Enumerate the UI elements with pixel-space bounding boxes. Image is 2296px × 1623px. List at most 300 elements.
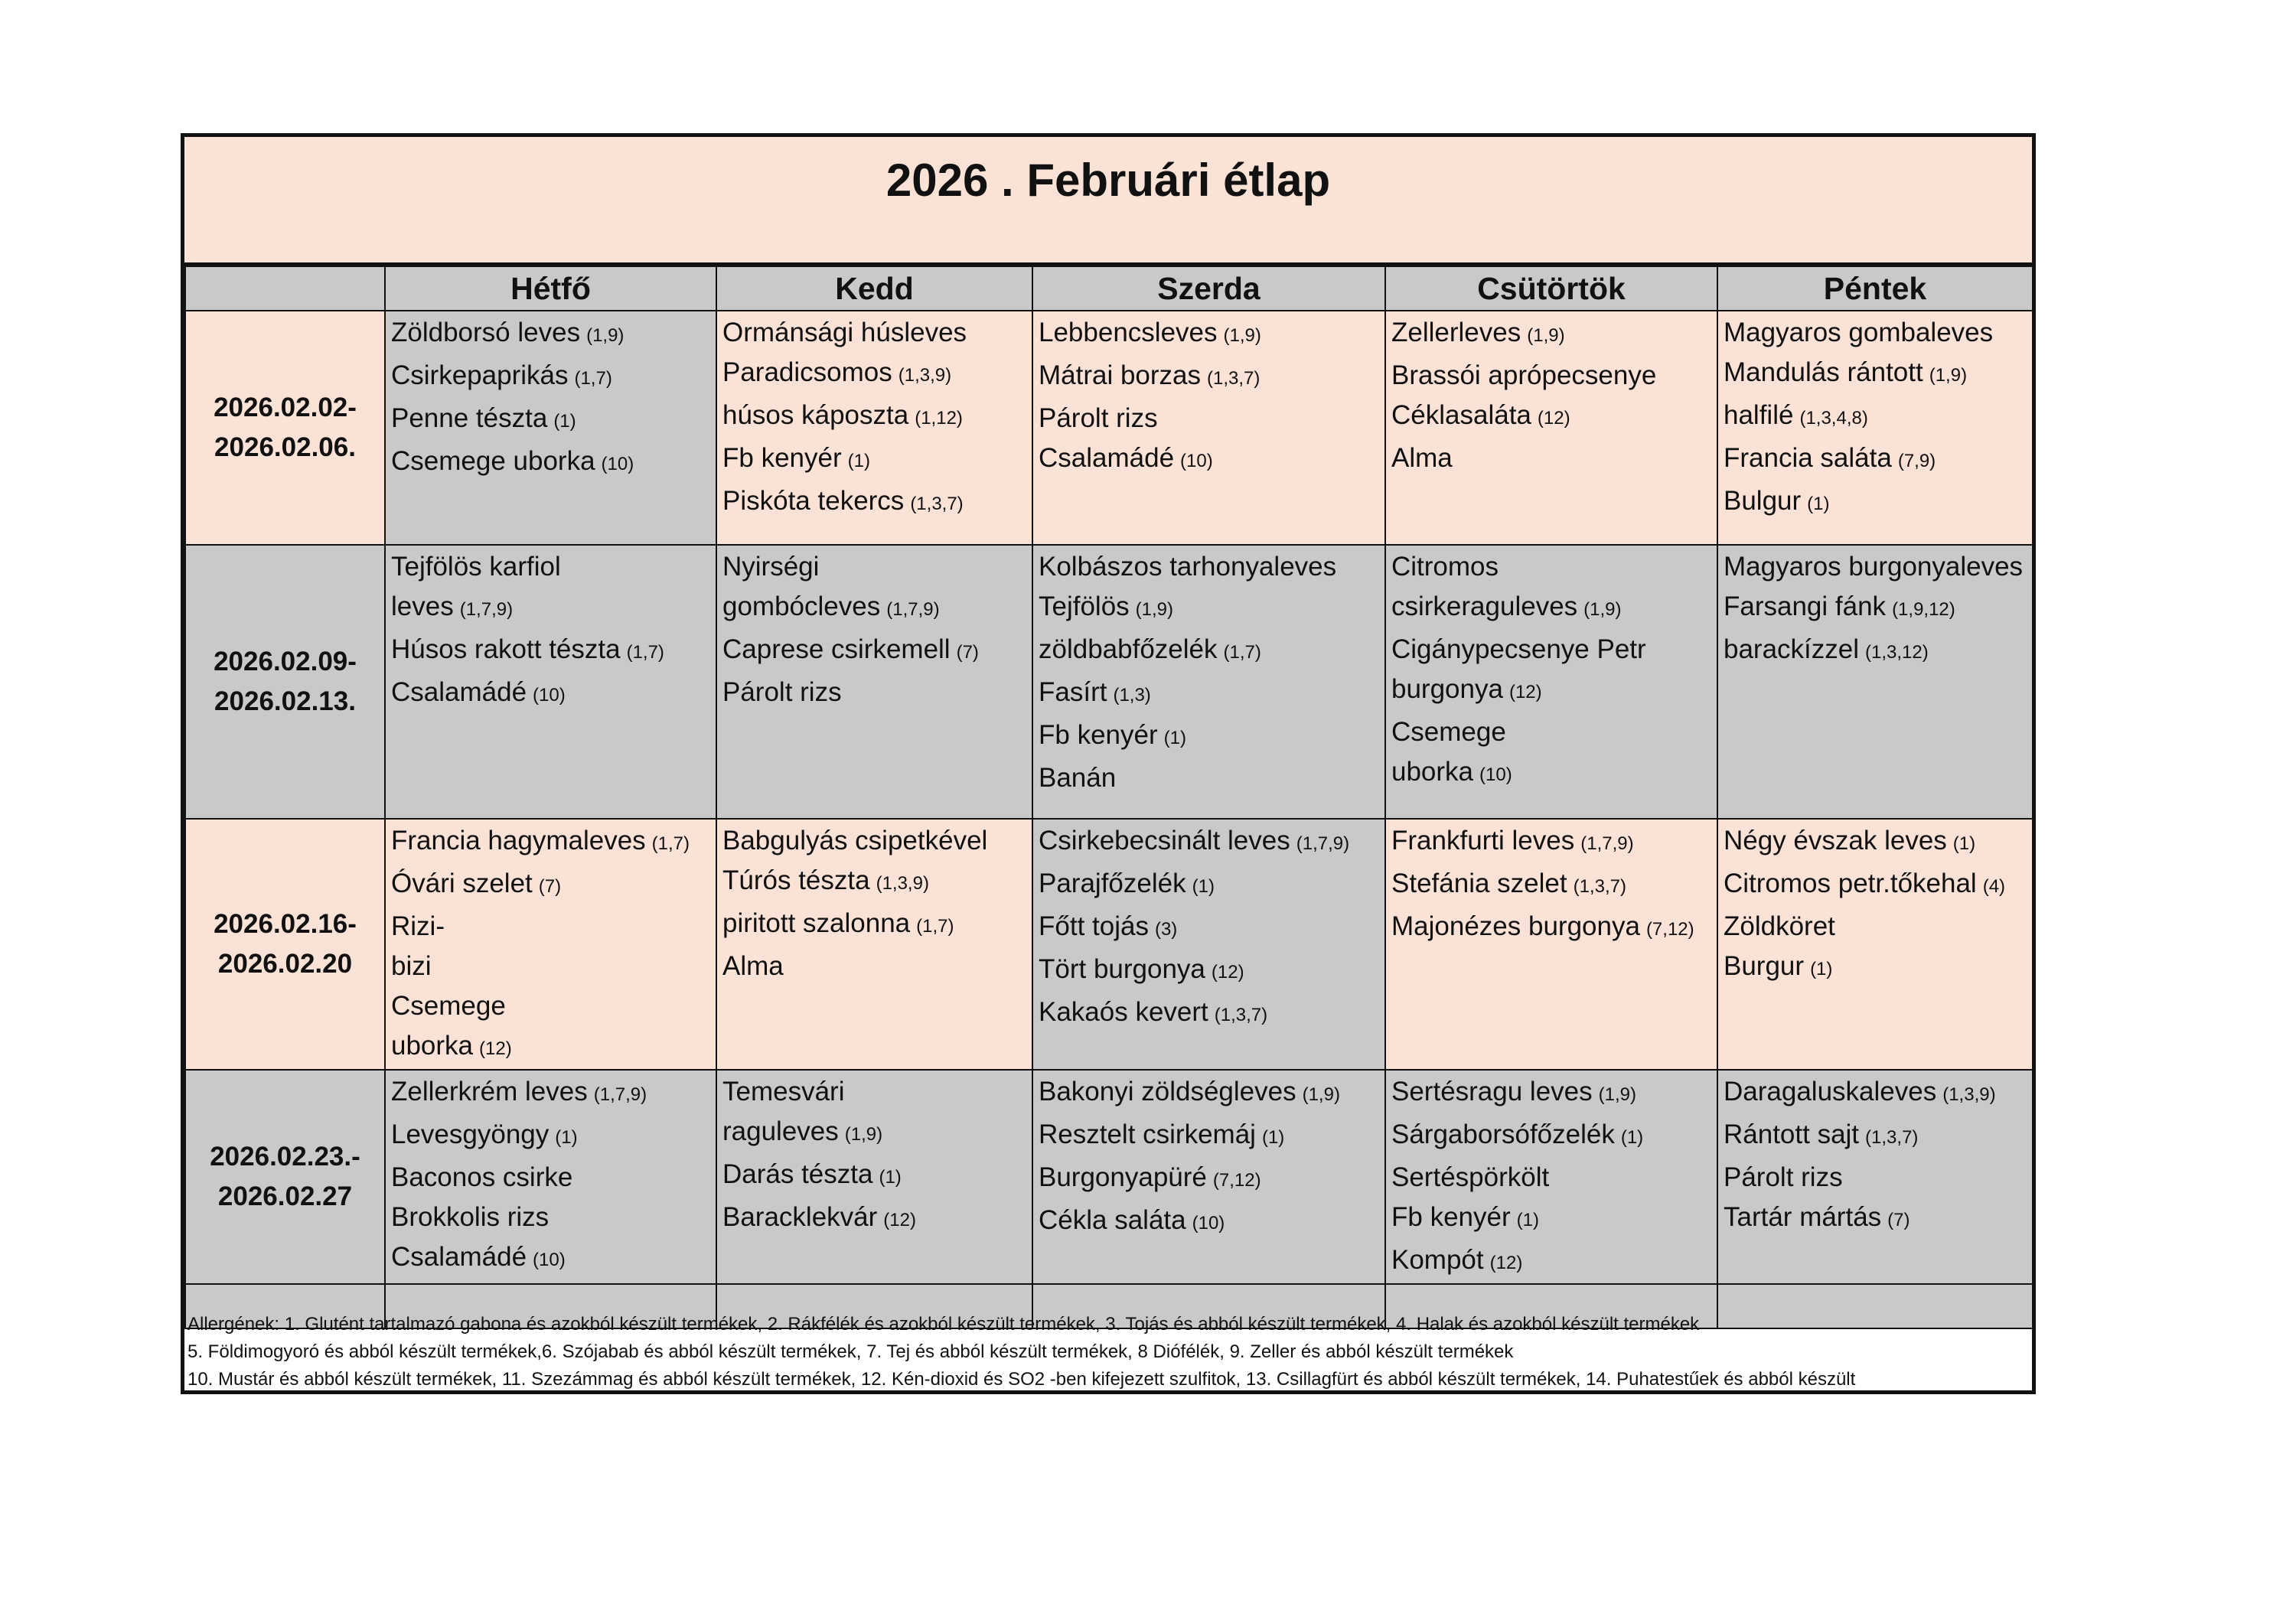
dish-item bbox=[1039, 673, 1380, 715]
header-day: Kedd bbox=[716, 266, 1032, 311]
allergen-codes: (7,12) bbox=[1212, 1170, 1261, 1191]
allergen-codes: (1) bbox=[1192, 876, 1215, 897]
dish-name: Burgur bbox=[1724, 951, 1805, 981]
menu-cell bbox=[716, 819, 1032, 1070]
allergen-codes: (7,12) bbox=[1645, 919, 1694, 940]
week-row bbox=[185, 1070, 2033, 1284]
dish-item bbox=[1724, 396, 2027, 438]
dish-name: Paradicsomos bbox=[722, 357, 892, 387]
allergen-codes: (1) bbox=[1807, 494, 1830, 514]
dish-name: Parajfőzelék bbox=[1039, 869, 1186, 898]
dish-item bbox=[1039, 438, 1380, 481]
dish-list bbox=[1718, 546, 2032, 673]
allergen-codes: (1) bbox=[555, 1127, 578, 1148]
dish-name: Burgonyapüré bbox=[1039, 1162, 1207, 1192]
dish-name: Francia saláta bbox=[1724, 443, 1892, 473]
allergen-codes: (1,7) bbox=[651, 833, 690, 854]
dish-list bbox=[1386, 1071, 1717, 1283]
dish-name: Csirkebecsinált leves bbox=[1039, 826, 1290, 855]
dish-item bbox=[722, 947, 1027, 986]
dish-name: Citromos petr.tőkehal bbox=[1724, 869, 1977, 898]
dish-item bbox=[1724, 947, 2027, 989]
dish-item bbox=[1039, 992, 1380, 1035]
menu-cell bbox=[1385, 1070, 1717, 1284]
dish-name: Francia hagymaleves bbox=[391, 826, 646, 855]
dish-item bbox=[1391, 752, 1712, 795]
dish-item bbox=[1039, 313, 1380, 356]
dish-item bbox=[1724, 438, 2027, 481]
dish-name: halfilé bbox=[1724, 400, 1794, 430]
dish-list bbox=[717, 311, 1032, 524]
dish-list bbox=[1386, 546, 1717, 795]
allergen-codes: (10) bbox=[1479, 764, 1512, 785]
allergen-codes: (1) bbox=[1516, 1210, 1539, 1230]
dish-name: húsos káposzta bbox=[722, 400, 909, 430]
dish-item bbox=[1724, 481, 2027, 524]
allergen-codes: (1,3,12) bbox=[1865, 642, 1929, 663]
dish-name: Fb kenyér bbox=[722, 443, 842, 473]
week-start: 2026.02.09- bbox=[214, 647, 357, 676]
dish-list bbox=[717, 820, 1032, 986]
dish-item bbox=[722, 313, 1027, 353]
dish-item bbox=[1039, 547, 1380, 587]
dish-name: zöldbabfőzelék bbox=[1039, 634, 1218, 664]
dish-name: Kolbászos tarhonyaleves bbox=[1039, 552, 1337, 582]
allergen-codes: (1,3,7) bbox=[910, 494, 964, 514]
dish-item bbox=[391, 587, 711, 630]
allergen-codes: (12) bbox=[883, 1210, 916, 1230]
dish-name: Levesgyöngy bbox=[391, 1119, 550, 1149]
dish-item bbox=[1391, 670, 1712, 712]
allergen-codes: (1,12) bbox=[915, 408, 963, 429]
dish-item bbox=[722, 630, 1027, 673]
header-day: Hétfő bbox=[385, 266, 716, 311]
dish-name: Magyaros gombaleves bbox=[1724, 318, 1994, 347]
dish-name: Darás tészta bbox=[722, 1159, 873, 1189]
allergen-codes: (10) bbox=[601, 454, 634, 474]
dish-list bbox=[1386, 311, 1717, 478]
dish-name: Zöldköret bbox=[1724, 911, 1835, 941]
dish-name: Caprese csirkemell bbox=[722, 634, 951, 664]
dish-item bbox=[1391, 587, 1712, 630]
allergen-codes: (1,9) bbox=[1223, 325, 1261, 346]
dish-item bbox=[1391, 1072, 1712, 1115]
dish-item bbox=[722, 673, 1027, 712]
dish-item bbox=[722, 904, 1027, 947]
allergen-codes: (1,7) bbox=[916, 916, 954, 937]
dish-item bbox=[1724, 353, 2027, 396]
dish-item bbox=[1724, 1115, 2027, 1158]
allergen-codes: (1) bbox=[1163, 728, 1186, 748]
dish-name: Nyirségi bbox=[722, 552, 820, 582]
allergen-codes: (1,9) bbox=[1527, 325, 1565, 346]
week-end: 2026.02.06. bbox=[214, 432, 356, 462]
allergen-codes: (7) bbox=[1887, 1210, 1910, 1230]
menu-cell bbox=[1385, 819, 1717, 1070]
allergen-codes: (10) bbox=[533, 1250, 566, 1270]
dish-name: Sertéspörkölt bbox=[1391, 1162, 1550, 1192]
dish-name: Tejfölös karfiol bbox=[391, 552, 561, 582]
dish-name: Sertésragu leves bbox=[1391, 1077, 1593, 1106]
dish-item bbox=[1391, 356, 1712, 396]
dish-item bbox=[391, 986, 711, 1026]
allergen-codes: (1,3,7) bbox=[1207, 368, 1261, 389]
dish-name: barackízzel bbox=[1724, 634, 1860, 664]
dish-name: uborka bbox=[1391, 757, 1474, 787]
allergen-codes: (7) bbox=[538, 876, 562, 897]
legend-line: Allergének: 1. Glutént tartalmazó gabona és azokból készült termékek, 2. Rákfélék és azokból készült termékek, 3. Tojás és abból készült termékek, 4. Halak és azokból készült termékek bbox=[188, 1314, 1700, 1335]
dish-name: Stefánia szelet bbox=[1391, 869, 1567, 898]
allergen-codes: (12) bbox=[1508, 682, 1542, 702]
allergen-codes: (12) bbox=[1537, 408, 1570, 429]
dish-item bbox=[1391, 438, 1712, 478]
dish-item bbox=[391, 356, 711, 399]
week-row bbox=[185, 819, 2033, 1070]
dish-name: Cigánypecsenye Petr bbox=[1391, 634, 1646, 664]
dish-item bbox=[1724, 821, 2027, 864]
dish-item bbox=[1391, 907, 1712, 950]
dish-name: Penne tészta bbox=[391, 403, 548, 433]
dish-name: Frankfurti leves bbox=[1391, 826, 1575, 855]
dish-item bbox=[1391, 1198, 1712, 1240]
dish-name: Kakaós kevert bbox=[1039, 997, 1208, 1027]
dish-item bbox=[391, 630, 711, 673]
dish-item bbox=[1724, 547, 2027, 587]
allergen-codes: (1,7,9) bbox=[886, 599, 940, 620]
allergen-codes: (1) bbox=[1261, 1127, 1285, 1148]
week-start: 2026.02.16- bbox=[214, 909, 357, 939]
dish-name: raguleves bbox=[722, 1116, 839, 1146]
dish-name: Alma bbox=[1391, 443, 1453, 473]
dish-item bbox=[1039, 821, 1380, 864]
dish-name: Zöldborsó leves bbox=[391, 318, 581, 347]
dish-name: Cékla saláta bbox=[1039, 1205, 1186, 1235]
week-dates bbox=[185, 311, 385, 545]
dish-list bbox=[1718, 1071, 2032, 1240]
dish-item bbox=[722, 1198, 1027, 1240]
allergen-codes: (7) bbox=[956, 642, 979, 663]
dish-name: leves bbox=[391, 592, 454, 621]
dish-item bbox=[1039, 630, 1380, 673]
dish-item bbox=[722, 396, 1027, 438]
allergen-codes: (1) bbox=[553, 411, 576, 432]
menu-table bbox=[184, 266, 2033, 1329]
week-dates bbox=[185, 819, 385, 1070]
dish-item bbox=[1391, 1158, 1712, 1198]
dish-item bbox=[1724, 587, 2027, 630]
dish-name: Húsos rakott tészta bbox=[391, 634, 621, 664]
dish-list bbox=[1718, 820, 2032, 989]
dish-item bbox=[391, 1026, 711, 1069]
allergen-legend bbox=[188, 1311, 2024, 1393]
week-end: 2026.02.27 bbox=[217, 1181, 353, 1211]
dish-name: Brassói aprópecsenye bbox=[1391, 360, 1657, 390]
dish-item bbox=[391, 821, 711, 864]
dish-name: Bakonyi zöldségleves bbox=[1039, 1077, 1296, 1106]
dish-item bbox=[1391, 547, 1712, 587]
allergen-codes: (1,7,9) bbox=[1296, 833, 1350, 854]
dish-name: Csalamádé bbox=[1039, 443, 1175, 473]
dish-name: Túrós tészta bbox=[722, 865, 870, 895]
dish-name: gombócleves bbox=[722, 592, 881, 621]
dish-list bbox=[717, 546, 1032, 712]
dish-name: Zellerleves bbox=[1391, 318, 1521, 347]
allergen-codes: (1,9) bbox=[1135, 599, 1174, 620]
week-row bbox=[185, 311, 2033, 545]
dish-item bbox=[1039, 864, 1380, 907]
menu-cell bbox=[1385, 545, 1717, 819]
allergen-codes: (1,3,7) bbox=[1865, 1127, 1919, 1148]
dish-name: Daragaluskaleves bbox=[1724, 1077, 1937, 1106]
dish-item bbox=[391, 673, 711, 715]
week-dates bbox=[185, 1070, 385, 1284]
menu-cell bbox=[1717, 545, 2033, 819]
dish-item bbox=[1391, 313, 1712, 356]
allergen-codes: (1) bbox=[1952, 833, 1976, 854]
dish-item bbox=[1039, 907, 1380, 950]
dish-item bbox=[391, 1158, 711, 1198]
page-title: 2026 . Februári étlap bbox=[885, 155, 1331, 206]
dish-item bbox=[1391, 396, 1712, 438]
dish-item bbox=[722, 1112, 1027, 1155]
menu-cell bbox=[1717, 819, 2033, 1070]
allergen-codes: (1,3,4,8) bbox=[1799, 408, 1868, 429]
allergen-codes: (1,3) bbox=[1113, 685, 1151, 706]
dish-name: Párolt rizs bbox=[1724, 1162, 1843, 1192]
dish-item bbox=[1039, 1115, 1380, 1158]
dish-item bbox=[1724, 1158, 2027, 1198]
week-end: 2026.02.20 bbox=[217, 949, 353, 979]
allergen-codes: (1,3,9) bbox=[898, 365, 952, 386]
dish-name: Céklasaláta bbox=[1391, 400, 1531, 430]
dish-item bbox=[1039, 758, 1380, 798]
menu-cell bbox=[1717, 1070, 2033, 1284]
dish-name: Óvári szelet bbox=[391, 869, 533, 898]
dish-name: Főtt tojás bbox=[1039, 911, 1149, 941]
allergen-codes: (1,9) bbox=[844, 1124, 883, 1145]
allergen-codes: (1,3,9) bbox=[1942, 1084, 1996, 1105]
dish-name: Kompót bbox=[1391, 1245, 1484, 1275]
menu-cell bbox=[716, 545, 1032, 819]
menu-cell bbox=[1717, 311, 2033, 545]
header-day: Szerda bbox=[1032, 266, 1385, 311]
allergen-codes: (1) bbox=[1620, 1127, 1644, 1148]
header-day: Péntek bbox=[1717, 266, 2033, 311]
dish-name: csirkeraguleves bbox=[1391, 592, 1578, 621]
allergen-codes: (4) bbox=[1982, 876, 2006, 897]
dish-item bbox=[722, 861, 1027, 904]
dish-item bbox=[391, 947, 711, 986]
week-start: 2026.02.23.- bbox=[210, 1142, 360, 1172]
dish-name: Mátrai borzas bbox=[1039, 360, 1202, 390]
menu-cell bbox=[385, 311, 716, 545]
dish-name: Tört burgonya bbox=[1039, 954, 1205, 984]
dish-item bbox=[391, 399, 711, 442]
allergen-codes: (10) bbox=[533, 685, 566, 706]
dish-name: Brokkolis rizs bbox=[391, 1202, 550, 1232]
dish-list bbox=[386, 1071, 716, 1280]
dish-item bbox=[1391, 630, 1712, 670]
dish-name: Párolt rizs bbox=[1039, 403, 1158, 433]
allergen-codes: (12) bbox=[1211, 962, 1244, 983]
dish-name: Lebbencsleves bbox=[1039, 318, 1218, 347]
dish-list bbox=[1718, 311, 2032, 524]
menu-cell bbox=[385, 1070, 716, 1284]
dish-item bbox=[1391, 1115, 1712, 1158]
dish-item bbox=[1724, 907, 2027, 947]
dish-list bbox=[386, 311, 716, 484]
allergen-codes: (7,9) bbox=[1897, 451, 1936, 471]
dish-item bbox=[1391, 821, 1712, 864]
dish-name: Farsangi fánk bbox=[1724, 592, 1887, 621]
allergen-codes: (1,7,9) bbox=[593, 1084, 647, 1105]
allergen-codes: (1,9) bbox=[1302, 1084, 1340, 1105]
legend-line: 10. Mustár és abból készült termékek, 11. Szezámmag és abból készült termékek, 12. Kén-dioxid és SO2 -ben kifejezett szulfitok, 13. Csillagfürt és abból készült termékek, 14. Puhatestűek és abból készült bbox=[188, 1369, 1856, 1390]
menu-cell bbox=[385, 819, 716, 1070]
menu-cell bbox=[1032, 819, 1385, 1070]
dish-name: Sárgaborsófőzelék bbox=[1391, 1119, 1615, 1149]
dish-item bbox=[722, 481, 1027, 524]
dish-item bbox=[1039, 1158, 1380, 1201]
allergen-codes: (1) bbox=[1810, 959, 1833, 979]
allergen-codes: (1,7,9) bbox=[1580, 833, 1634, 854]
allergen-codes: (10) bbox=[1192, 1213, 1225, 1234]
dish-name: Ormánsági húsleves bbox=[722, 318, 967, 347]
week-start: 2026.02.02- bbox=[214, 393, 357, 422]
dish-name: Piskóta tekercs bbox=[722, 486, 905, 516]
dish-item bbox=[1724, 864, 2027, 907]
dish-list bbox=[717, 1071, 1032, 1240]
menu-cell bbox=[1032, 545, 1385, 819]
dish-item bbox=[1039, 399, 1380, 438]
allergen-codes: (3) bbox=[1154, 919, 1178, 940]
allergen-codes: (1,3,9) bbox=[876, 873, 929, 894]
dish-name: uborka bbox=[391, 1031, 474, 1061]
allergen-codes: (1,3,7) bbox=[1573, 876, 1626, 897]
dish-item bbox=[391, 442, 711, 484]
dish-list bbox=[1033, 1071, 1384, 1243]
header-day: Csütörtök bbox=[1385, 266, 1717, 311]
menu-cell bbox=[716, 1070, 1032, 1284]
dish-name: Majonézes burgonya bbox=[1391, 911, 1640, 941]
dish-item bbox=[1039, 1201, 1380, 1243]
menu-cell bbox=[1032, 1070, 1385, 1284]
dish-item bbox=[1391, 712, 1712, 752]
dish-item bbox=[391, 313, 711, 356]
dish-name: Citromos bbox=[1391, 552, 1499, 582]
dish-item bbox=[722, 587, 1027, 630]
week-end: 2026.02.13. bbox=[214, 686, 356, 716]
dish-item bbox=[1724, 313, 2027, 353]
dish-item bbox=[1039, 356, 1380, 399]
dish-name: Rántott sajt bbox=[1724, 1119, 1860, 1149]
menu-cell bbox=[1385, 311, 1717, 545]
allergen-codes: (1,9) bbox=[586, 325, 625, 346]
dish-name: Rizi- bbox=[391, 911, 445, 941]
dish-item bbox=[391, 1072, 711, 1115]
dish-name: Fb kenyér bbox=[1039, 720, 1158, 750]
allergen-codes: (1) bbox=[879, 1167, 902, 1188]
dish-name: Babgulyás csipetkével bbox=[722, 826, 988, 855]
dish-name: Temesvári bbox=[722, 1077, 845, 1106]
dish-item bbox=[722, 438, 1027, 481]
header-row bbox=[185, 266, 2033, 311]
dish-name: Csirkepaprikás bbox=[391, 360, 569, 390]
dish-item bbox=[391, 1198, 711, 1237]
menu-cell bbox=[1032, 311, 1385, 545]
allergen-codes: (1,9,12) bbox=[1892, 599, 1955, 620]
allergen-codes: (1) bbox=[847, 451, 870, 471]
dish-item bbox=[391, 864, 711, 907]
dish-name: Banán bbox=[1039, 763, 1117, 793]
dish-item bbox=[1039, 1072, 1380, 1115]
dish-name: Csemege bbox=[1391, 717, 1506, 747]
dish-name: Mandulás rántott bbox=[1724, 357, 1923, 387]
menu-cell bbox=[716, 311, 1032, 545]
dish-name: Resztelt csirkemáj bbox=[1039, 1119, 1256, 1149]
dish-item bbox=[391, 547, 711, 587]
header-blank bbox=[185, 266, 385, 311]
dish-name: burgonya bbox=[1391, 674, 1503, 704]
dish-list bbox=[386, 820, 716, 1069]
legend-line: 5. Földimogyoró és abból készült termékek,6. Szójabab és abból készült termékek, 7. Tej és abból készült termékek, 8 Diófélék, 9. Zeller és abból készült termékek bbox=[188, 1341, 1514, 1362]
week-row bbox=[185, 545, 2033, 819]
dish-name: Fasírt bbox=[1039, 677, 1107, 707]
dish-item bbox=[391, 1115, 711, 1158]
dish-name: Tartár mártás bbox=[1724, 1202, 1882, 1232]
dish-name: Baconos csirke bbox=[391, 1162, 573, 1192]
dish-name: Csemege uborka bbox=[391, 446, 595, 476]
dish-item bbox=[1724, 1198, 2027, 1240]
dish-name: Csemege bbox=[391, 991, 506, 1021]
dish-item bbox=[1724, 1072, 2027, 1115]
dish-item bbox=[1039, 950, 1380, 992]
dish-item bbox=[722, 353, 1027, 396]
allergen-codes: (12) bbox=[1489, 1253, 1523, 1273]
dish-item bbox=[722, 821, 1027, 861]
allergen-codes: (1,9) bbox=[1598, 1084, 1636, 1105]
dish-item bbox=[1039, 587, 1380, 630]
dish-name: Bulgur bbox=[1724, 486, 1802, 516]
menu-sheet bbox=[181, 133, 2036, 1394]
dish-item bbox=[391, 907, 711, 947]
dish-item bbox=[1391, 864, 1712, 907]
dish-name: Baracklekvár bbox=[722, 1202, 878, 1232]
allergen-codes: (1,7,9) bbox=[459, 599, 514, 620]
dish-list bbox=[386, 546, 716, 715]
allergen-codes: (1,7) bbox=[574, 368, 612, 389]
menu-cell bbox=[385, 545, 716, 819]
week-dates bbox=[185, 545, 385, 819]
dish-list bbox=[1033, 311, 1384, 481]
dish-name: Csalamádé bbox=[391, 677, 527, 707]
dish-item bbox=[722, 547, 1027, 587]
allergen-codes: (12) bbox=[479, 1038, 512, 1059]
dish-list bbox=[1033, 546, 1384, 798]
dish-item bbox=[1724, 630, 2027, 673]
dish-name: piritott szalonna bbox=[722, 908, 911, 938]
allergen-codes: (1,3,7) bbox=[1214, 1005, 1268, 1025]
dish-name: Magyaros burgonyaleves bbox=[1724, 552, 2024, 582]
dish-name: Alma bbox=[722, 951, 784, 981]
dish-item bbox=[722, 1072, 1027, 1112]
dish-name: Párolt rizs bbox=[722, 677, 842, 707]
allergen-codes: (1,7) bbox=[1223, 642, 1261, 663]
dish-list bbox=[1033, 820, 1384, 1035]
dish-name: bizi bbox=[391, 951, 432, 981]
dish-name: Zellerkrém leves bbox=[391, 1077, 588, 1106]
dish-item bbox=[1391, 1240, 1712, 1283]
